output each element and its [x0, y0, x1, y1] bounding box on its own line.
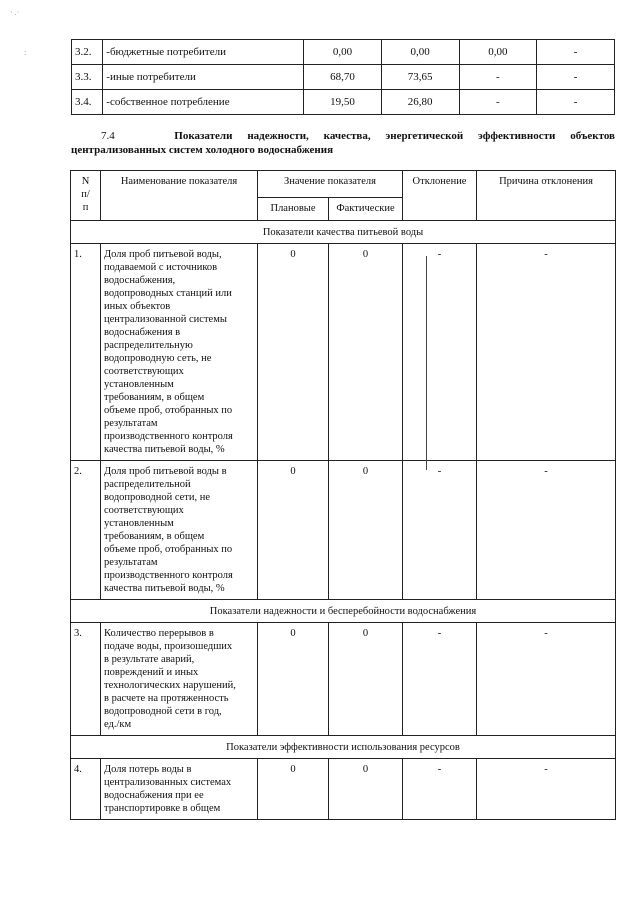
desc-line: объеме проб, отобранных по — [104, 405, 233, 416]
row-name: -иные потребители — [103, 65, 304, 90]
desc-line: водопроводную сеть, не — [104, 353, 212, 364]
desc-line: повреждений и иных — [104, 667, 199, 678]
row-value: 0,00 — [459, 40, 537, 65]
desc-line: транспортировке в общем — [104, 803, 221, 814]
header-actual: Фактические — [329, 198, 403, 221]
row-number: 2. — [71, 461, 101, 600]
desc-line: водоснабжения в — [104, 327, 181, 338]
desc-line: иных объектов — [104, 301, 171, 312]
row-number: 1. — [71, 244, 101, 461]
reason-value: - — [477, 759, 616, 820]
scan-speck: : — [24, 48, 27, 57]
row-description — [101, 623, 258, 736]
table-row — [72, 90, 615, 115]
row-value: 73,65 — [381, 65, 459, 90]
desc-line: соответствующих — [104, 366, 184, 377]
planned-value: 0 — [258, 461, 329, 600]
row-number: 3.3. — [72, 65, 103, 90]
row-description — [101, 244, 258, 461]
row-description — [101, 759, 258, 820]
reason-value: - — [477, 623, 616, 736]
planned-value: 0 — [258, 623, 329, 736]
row-description — [101, 461, 258, 600]
desc-line: соответствующих — [104, 505, 184, 516]
header-deviation: Отклонение — [403, 171, 477, 221]
row-value: - — [537, 40, 615, 65]
desc-line: объеме проб, отобранных по — [104, 544, 233, 555]
desc-line: ед./км — [104, 719, 132, 730]
desc-line: водопроводной сети, не — [104, 492, 211, 503]
planned-value: 0 — [258, 759, 329, 820]
top-table — [71, 39, 615, 115]
section-row — [71, 600, 616, 623]
row-name: -собственное потребление — [103, 90, 304, 115]
row-name: -бюджетные потребители — [103, 40, 304, 65]
heading-text: Показатели надежности, качества, энергетической эффективности объектов — [174, 130, 615, 142]
heading-line-2: централизованных систем холодного водоснабжения — [71, 144, 334, 156]
header-reason: Причина отклонения — [477, 171, 616, 221]
section-heading — [71, 129, 615, 157]
section-row — [71, 736, 616, 759]
header-row — [71, 171, 616, 198]
table-row — [71, 759, 616, 820]
row-value: - — [459, 65, 537, 90]
section-row — [71, 221, 616, 244]
reason-value: - — [477, 244, 616, 461]
desc-line: в расчете на протяженность — [104, 693, 229, 704]
actual-value: 0 — [329, 244, 403, 461]
desc-line: Доля проб питьевой воды, — [104, 249, 222, 260]
table-row — [71, 244, 616, 461]
actual-value: 0 — [329, 623, 403, 736]
row-value: 19,50 — [304, 90, 382, 115]
desc-line: водопроводной сети в год, — [104, 706, 222, 717]
desc-line: централизованных системах — [104, 777, 232, 788]
row-value: - — [537, 65, 615, 90]
desc-line: подаче воды, произошедших — [104, 641, 233, 652]
heading-line-1 — [71, 129, 615, 143]
header-name: Наименование показателя — [101, 171, 258, 221]
desc-line: результатам — [104, 418, 158, 429]
desc-line: подаваемой с источников — [104, 262, 218, 273]
row-number: 4. — [71, 759, 101, 820]
desc-line: качества питьевой воды, % — [104, 444, 225, 455]
section-title: Показатели надежности и бесперебойности водоснабжения — [71, 600, 616, 623]
desc-line: распределительной — [104, 479, 191, 490]
deviation-value: - — [403, 759, 477, 820]
header-value: Значение показателя — [258, 171, 403, 198]
desc-line: установленным — [104, 379, 174, 390]
desc-line: распределительную — [104, 340, 193, 351]
desc-line: водоснабжения, — [104, 275, 176, 286]
table-row — [71, 461, 616, 600]
row-value: 68,70 — [304, 65, 382, 90]
table-row — [71, 623, 616, 736]
desc-line: результатам — [104, 557, 158, 568]
desc-line: Доля потерь воды в — [104, 764, 192, 775]
actual-value: 0 — [329, 759, 403, 820]
scan-speck: · .· — [10, 8, 20, 17]
row-value: 26,80 — [381, 90, 459, 115]
reason-value: - — [477, 461, 616, 600]
deviation-value: - — [403, 623, 477, 736]
actual-value: 0 — [329, 461, 403, 600]
desc-line: водоснабжения при ее — [104, 790, 204, 801]
desc-line: требованиям, в общем — [104, 392, 205, 403]
desc-line: установленным — [104, 518, 174, 529]
desc-line: технологических нарушений, — [104, 680, 236, 691]
row-value: 0,00 — [381, 40, 459, 65]
row-value: 0,00 — [304, 40, 382, 65]
desc-line: централизованной системы — [104, 314, 227, 325]
desc-line: Количество перерывов в — [104, 628, 214, 639]
header-planned: Плановые — [258, 198, 329, 221]
desc-line: производственного контроля — [104, 431, 233, 442]
planned-value: 0 — [258, 244, 329, 461]
scan-vertical-line — [426, 256, 427, 470]
table-row — [72, 40, 615, 65]
table-row — [72, 65, 615, 90]
row-number: 3.2. — [72, 40, 103, 65]
row-number: 3. — [71, 623, 101, 736]
desc-line: требованиям, в общем — [104, 531, 205, 542]
indicators-table — [70, 170, 616, 820]
section-title: Показатели эффективности использования ресурсов — [71, 736, 616, 759]
heading-number: 7.4 — [101, 130, 115, 142]
desc-line: качества питьевой воды, % — [104, 583, 225, 594]
desc-line: водопроводных станций или — [104, 288, 232, 299]
desc-line: Доля проб питьевой воды в — [104, 466, 227, 477]
row-number: 3.4. — [72, 90, 103, 115]
deviation-value: - — [403, 244, 477, 461]
desc-line: производственного контроля — [104, 570, 233, 581]
desc-line: в результате аварий, — [104, 654, 195, 665]
row-value: - — [537, 90, 615, 115]
section-title: Показатели качества питьевой воды — [71, 221, 616, 244]
row-value: - — [459, 90, 537, 115]
deviation-value: - — [403, 461, 477, 600]
header-num: N п/п — [71, 171, 101, 221]
